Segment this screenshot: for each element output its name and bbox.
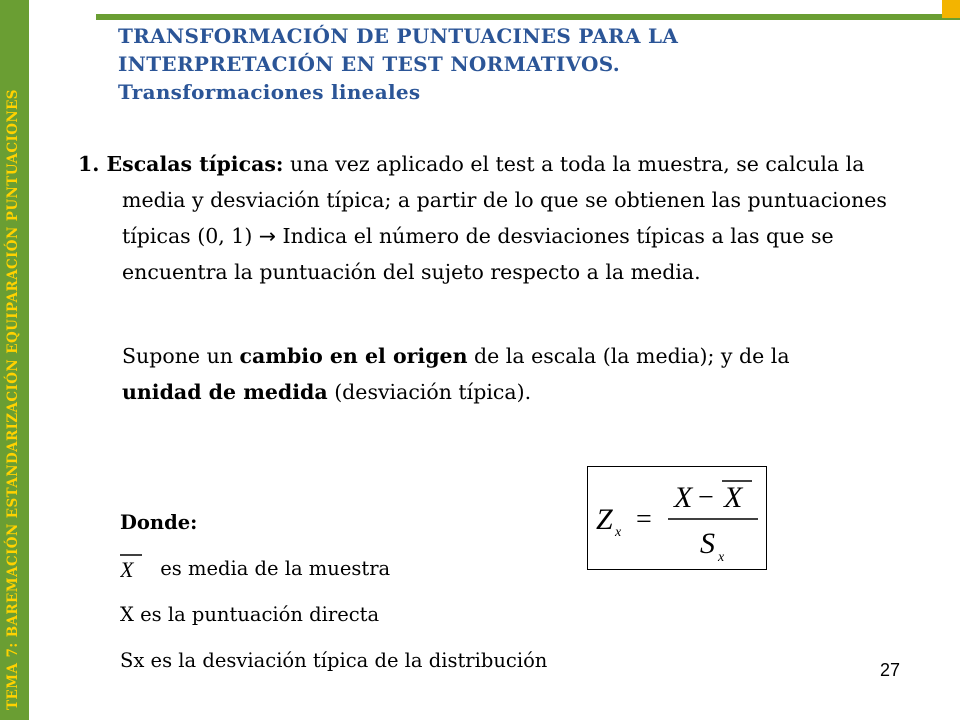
slide-title xyxy=(118,22,938,106)
formula-box xyxy=(587,466,767,570)
title-line-1: TRANSFORMACIÓN DE PUNTUACINES PARA LA xyxy=(118,24,679,48)
item-text-2: Indica el número de desviaciones típicas a las que se encuentra la puntuación del sujeto respecto a la media. xyxy=(122,224,834,284)
notes-item-mean xyxy=(120,546,580,592)
sidebar-vertical-text: TEMA 7: BAREMACIÓN ESTANDARIZACIÓN EQUIPARACIÓN PUNTUACIONES xyxy=(5,89,21,710)
notes-list xyxy=(120,500,580,684)
formula-z: Z xyxy=(596,503,613,536)
item-label: 1. Escalas típicas: xyxy=(78,152,284,176)
page-number: 27 xyxy=(880,660,901,680)
formula-z-sub: x xyxy=(615,525,622,540)
paragraph-supone xyxy=(122,338,862,410)
formula-xbar: X xyxy=(724,481,743,514)
formula-minus: − xyxy=(698,482,714,513)
paragraph-escalas-tipicas xyxy=(78,146,902,290)
p2-bold-2: unidad de medida xyxy=(122,380,328,404)
p2-bold-1: cambio en el origen xyxy=(239,344,468,368)
p2-text-3: (desviación típica). xyxy=(327,380,532,404)
corner-accent xyxy=(942,0,960,18)
item-text: una vez aplicado el test a toda la muestra, se calcula la media y desviación típica; a partir de lo que se obtienen las puntuaciones típicas (0, 1) xyxy=(122,152,887,248)
slide-subtitle: Transformaciones lineales xyxy=(118,80,421,104)
p2-text-1: Supone un xyxy=(122,344,240,368)
notes-line-3: Sx es la desviación típica de la distribución xyxy=(120,649,548,672)
xbar-letter: X xyxy=(120,557,134,581)
formula-x: X xyxy=(674,481,693,514)
p2-text-2: de la escala (la media); y de la xyxy=(467,344,790,368)
z-score-formula xyxy=(588,467,765,568)
formula-s-sub: x xyxy=(718,550,725,565)
formula-s: S xyxy=(700,527,715,560)
notes-line-2: X es la puntuación directa xyxy=(120,603,380,626)
notes-heading: Donde: xyxy=(120,511,198,534)
xbar-symbol xyxy=(120,551,154,581)
arrow-icon: → xyxy=(258,224,277,248)
title-line-2: INTERPRETACIÓN EN TEST NORMATIVOS. xyxy=(118,52,621,76)
notes-line-1: es media de la muestra xyxy=(160,557,391,580)
header-rule xyxy=(96,14,960,20)
formula-equals: = xyxy=(636,504,652,535)
